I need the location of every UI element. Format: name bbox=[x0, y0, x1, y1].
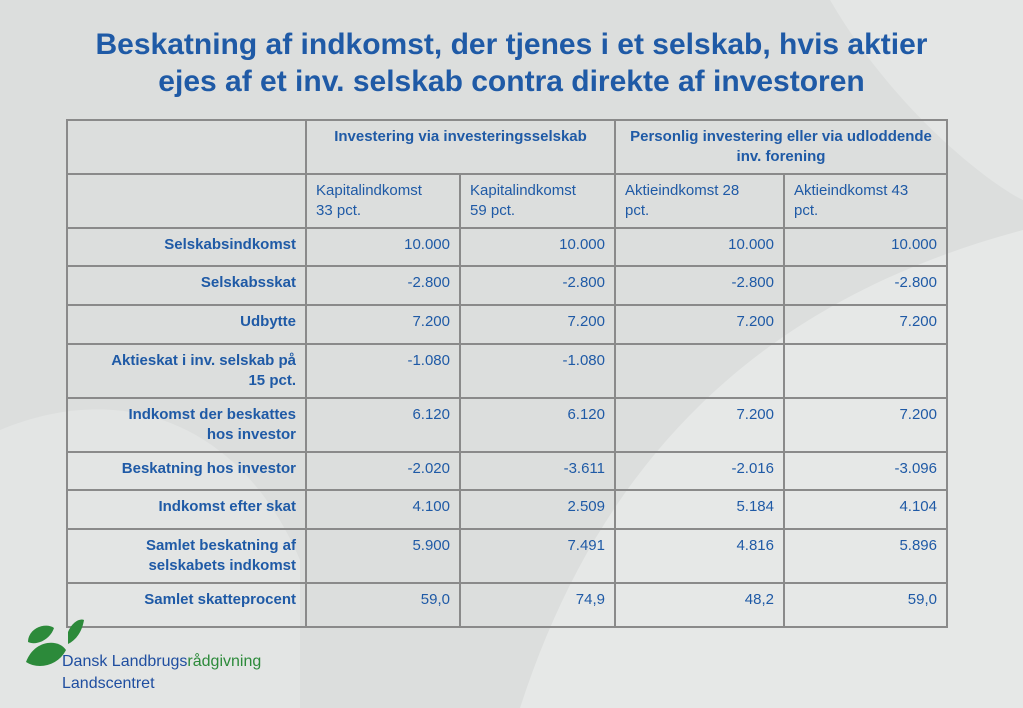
logo-brand-name bbox=[62, 653, 261, 671]
row-label bbox=[67, 266, 306, 305]
table-cell: -2.800 bbox=[615, 266, 784, 305]
group-header-via-company: Investering via investeringsselskab bbox=[306, 120, 615, 174]
table-row bbox=[67, 344, 947, 398]
table-cell: 5.896 bbox=[784, 529, 947, 583]
sub-header-cell bbox=[306, 174, 460, 228]
table-cell: 6.120 bbox=[460, 398, 615, 452]
table-cell: 7.200 bbox=[615, 305, 784, 344]
row-label-text: Indkomst der beskattes bbox=[128, 406, 296, 423]
table-cell: 10.000 bbox=[460, 228, 615, 266]
logo-brand-part1: Dansk Landbrugs bbox=[62, 653, 188, 670]
sub-header-cell bbox=[460, 174, 615, 228]
group-header-personal: Personlig investering eller via udloddende inv. forening bbox=[615, 120, 947, 174]
table-cell: 59,0 bbox=[306, 583, 460, 627]
title-line-1: Beskatning af indkomst, der tjenes i et selskab, hvis aktier bbox=[95, 28, 928, 61]
table-cell: -1.080 bbox=[306, 344, 460, 398]
table-row bbox=[67, 305, 947, 344]
sub-header-text: Kapitalindkomst bbox=[316, 182, 422, 199]
table-cell: 7.200 bbox=[306, 305, 460, 344]
row-label bbox=[67, 398, 306, 452]
corner-cell-2 bbox=[67, 174, 306, 228]
table-cell: -1.080 bbox=[460, 344, 615, 398]
table-cell: 2.509 bbox=[460, 490, 615, 529]
row-label bbox=[67, 344, 306, 398]
table-row bbox=[67, 228, 947, 266]
row-label-text: Selskabsskat bbox=[200, 274, 296, 291]
row-label bbox=[67, 490, 306, 529]
sub-header-row bbox=[67, 174, 947, 228]
sub-header-text: Aktieindkomst 43 bbox=[794, 182, 909, 199]
table-cell: 4.104 bbox=[784, 490, 947, 529]
page-title bbox=[40, 26, 983, 100]
row-label-text: Indkomst efter skat bbox=[158, 498, 296, 515]
logo-brand-part2: rådgivning bbox=[187, 653, 262, 670]
table-cell: -2.016 bbox=[615, 452, 784, 490]
sub-header-text: Aktieindkomst 28 bbox=[625, 182, 740, 199]
table-cell: 10.000 bbox=[615, 228, 784, 266]
row-label-text: hos investor bbox=[206, 426, 296, 443]
row-label bbox=[67, 228, 306, 266]
table-row bbox=[67, 452, 947, 490]
table-cell: 5.900 bbox=[306, 529, 460, 583]
row-label bbox=[67, 529, 306, 583]
tax-comparison-table bbox=[66, 119, 948, 628]
title-line-2: ejes af et inv. selskab contra direkte af investoren bbox=[158, 65, 865, 98]
row-label bbox=[67, 305, 306, 344]
table-cell: 7.491 bbox=[460, 529, 615, 583]
sub-header-text: pct. bbox=[794, 202, 819, 219]
table-cell: 10.000 bbox=[306, 228, 460, 266]
table-cell: -2.800 bbox=[306, 266, 460, 305]
sub-header-cell bbox=[615, 174, 784, 228]
sub-header-text: pct. bbox=[625, 202, 650, 219]
row-label-text: 15 pct. bbox=[248, 372, 296, 389]
corner-cell bbox=[67, 120, 306, 174]
table-cell: 7.200 bbox=[460, 305, 615, 344]
table-cell: -2.020 bbox=[306, 452, 460, 490]
table-cell: 48,2 bbox=[615, 583, 784, 627]
table-cell: -2.800 bbox=[460, 266, 615, 305]
sub-header-text: 59 pct. bbox=[470, 202, 516, 219]
row-label-text: Selskabsindkomst bbox=[164, 236, 296, 253]
table-cell: 59,0 bbox=[784, 583, 947, 627]
table-cell: -3.611 bbox=[460, 452, 615, 490]
table-cell bbox=[615, 344, 784, 398]
table-cell: -2.800 bbox=[784, 266, 947, 305]
table-row bbox=[67, 398, 947, 452]
row-label-text: Beskatning hos investor bbox=[121, 460, 296, 477]
table-row bbox=[67, 266, 947, 305]
table-cell: 4.816 bbox=[615, 529, 784, 583]
table-cell: 10.000 bbox=[784, 228, 947, 266]
sub-header-text: 33 pct. bbox=[316, 202, 362, 219]
table-cell: 7.200 bbox=[615, 398, 784, 452]
row-label bbox=[67, 452, 306, 490]
logo-subtitle: Landscentret bbox=[62, 675, 155, 692]
row-label-text: selskabets indkomst bbox=[148, 557, 296, 574]
table-cell: 4.100 bbox=[306, 490, 460, 529]
sub-header-cell bbox=[784, 174, 947, 228]
table-cell: 6.120 bbox=[306, 398, 460, 452]
row-label-text: Aktieskat i inv. selskab på bbox=[111, 352, 296, 369]
group-header-row bbox=[67, 120, 947, 174]
row-label-text: Samlet skatteprocent bbox=[144, 591, 296, 608]
table-cell bbox=[784, 344, 947, 398]
table-row bbox=[67, 490, 947, 529]
table-cell: 74,9 bbox=[460, 583, 615, 627]
table-row bbox=[67, 529, 947, 583]
table-cell: 5.184 bbox=[615, 490, 784, 529]
table-cell: 7.200 bbox=[784, 305, 947, 344]
row-label-text: Udbytte bbox=[240, 313, 296, 330]
table-cell: 7.200 bbox=[784, 398, 947, 452]
row-label-text: Samlet beskatning af bbox=[145, 537, 296, 554]
table-cell: -3.096 bbox=[784, 452, 947, 490]
sub-header-text: Kapitalindkomst bbox=[470, 182, 576, 199]
